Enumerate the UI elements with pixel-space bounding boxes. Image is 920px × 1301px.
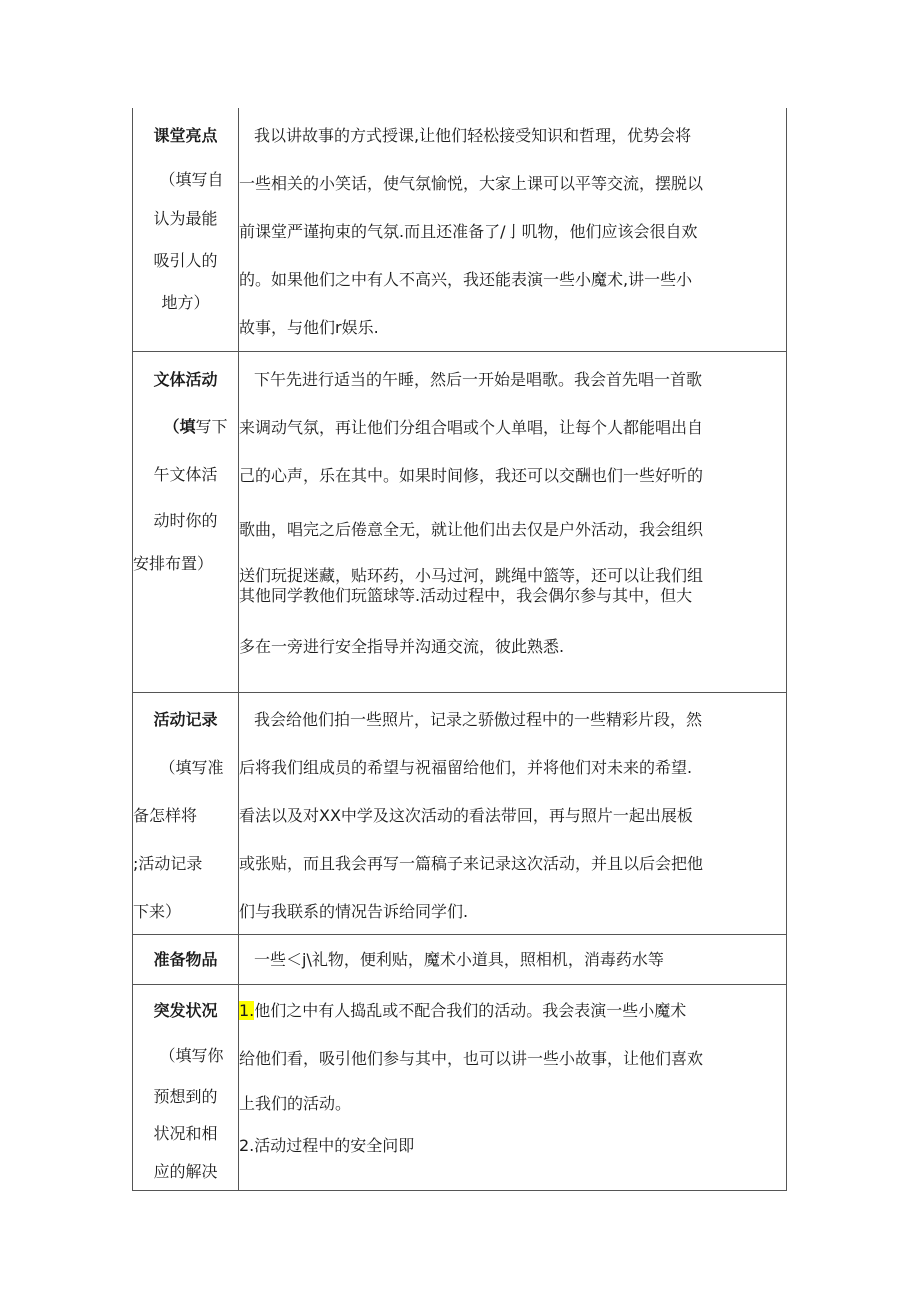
row-hint: （填写你 [159, 1046, 224, 1065]
row-hint: 应的解决 [153, 1162, 218, 1181]
text-line: 我以讲故事的方式授课,让他们轻松接受知识和哲理，优势会将 [254, 126, 692, 145]
text-line: 后将我们组成员的希望与祝福留给他们，并将他们对未来的希望. [239, 758, 693, 777]
row-hint: 安排布置） [133, 554, 214, 573]
row-highlights-content [239, 112, 787, 352]
row-hint-bold: （填 [163, 417, 196, 436]
text-line: 上我们的活动。 [239, 1094, 352, 1113]
row-emergencies-content [239, 987, 787, 1167]
text-line: 2.活动过程中的安全问即 [239, 1136, 415, 1155]
row-hint: 状况和相 [153, 1124, 218, 1143]
row-hint: 认为最能 [153, 209, 218, 228]
row-title: 文体活动 [153, 370, 218, 389]
text-line: 己的心声，乐在其中。如果时间修，我还可以交酬也们一些好听的 [239, 466, 704, 485]
row-activities-label [133, 356, 238, 586]
row-hint: （填写自 [159, 170, 224, 189]
row-title: 课堂亮点 [153, 126, 218, 145]
row-hint: 午文体活 [153, 465, 218, 484]
row-title: 准备物品 [153, 950, 218, 969]
row-hint: 预想到的 [153, 1087, 218, 1106]
row-divider-2 [132, 692, 787, 693]
row-records-content [239, 696, 787, 936]
row-divider-4 [132, 984, 787, 985]
row-supplies-content [239, 936, 787, 984]
row-highlights-label [133, 112, 238, 324]
text-line: 来调动气氛，再让他们分组合唱或个人单唱，让每个人都能唱出自 [239, 418, 704, 437]
text-line: 多在一旁进行安全指导并沟通交流，彼此熟悉. [239, 637, 565, 656]
text-line: 的。如果他们之中有人不高兴，我还能表演一些小魔术,讲一些小 [239, 270, 693, 289]
row-hint: ;活动记录 [133, 854, 203, 873]
text-line: 我会给他们拍一些照片，记录之骄傲过程中的一些精彩片段，然 [254, 710, 703, 729]
row-activities-content [239, 356, 787, 672]
text-line: 一些相关的小笑话，使气氛愉悦，大家上课可以平等交流，摆脱以 [239, 174, 704, 193]
text-line: 们与我联系的情况告诉给同学们. [239, 902, 469, 921]
text-line: 一些＜j\礼物，便利贴，魔术小道具，照相机，消毒药水等 [254, 950, 664, 969]
text-line-body: 他们之中有人捣乱或不配合我们的活动。我会表演一些小魔术 [254, 1001, 687, 1020]
highlighted-number: 1. [239, 1001, 255, 1020]
text-line: 看法以及对XX中学及这次活动的看法带回，再与照片一起出展板 [239, 806, 693, 825]
row-hint-rest: 写下 [195, 417, 228, 436]
row-hint: 动时你的 [153, 511, 218, 530]
text-line [239, 987, 787, 1035]
text-line: 其他同学教他们玩篮球等.活动过程中，我会偶尔参与其中，但大 [239, 586, 693, 605]
text-line-clipped: 送们玩捉迷藏，贴环药，小马过河，跳绳中篮等，还可以让我们组 [239, 566, 704, 585]
row-records-label [133, 696, 238, 936]
text-line: 下午先进行适当的午睡，然后一开始是唱歌。我会首先唱一首歌 [254, 370, 703, 389]
text-line: 给他们看，吸引他们参与其中，也可以讲一些小故事，让他们喜欢 [239, 1049, 704, 1068]
text-line: 或张贴，而且我会再写一篇稿子来记录这次活动，并且以后会把他 [239, 854, 704, 873]
row-hint [133, 404, 238, 452]
text-line: 前课堂严谨拘束的气氛.而且还准备了/亅叽物，他们应该会很自欢 [239, 222, 698, 241]
row-hint: 下来） [133, 902, 182, 921]
row-supplies-label [133, 936, 238, 984]
text-line: 歌曲，唱完之后倦意全无，就让他们出去仅是户外活动，我会组织 [239, 520, 704, 539]
text-line: 故事，与他们r娱乐. [239, 318, 379, 337]
row-title: 突发状况 [153, 1001, 218, 1020]
row-emergencies-label [133, 987, 238, 1191]
row-hint: 地方） [161, 293, 210, 312]
row-hint: 备怎样将 [133, 806, 198, 825]
row-title: 活动记录 [153, 710, 218, 729]
row-hint: 吸引人的 [153, 251, 218, 270]
row-hint: （填写准 [159, 758, 224, 777]
